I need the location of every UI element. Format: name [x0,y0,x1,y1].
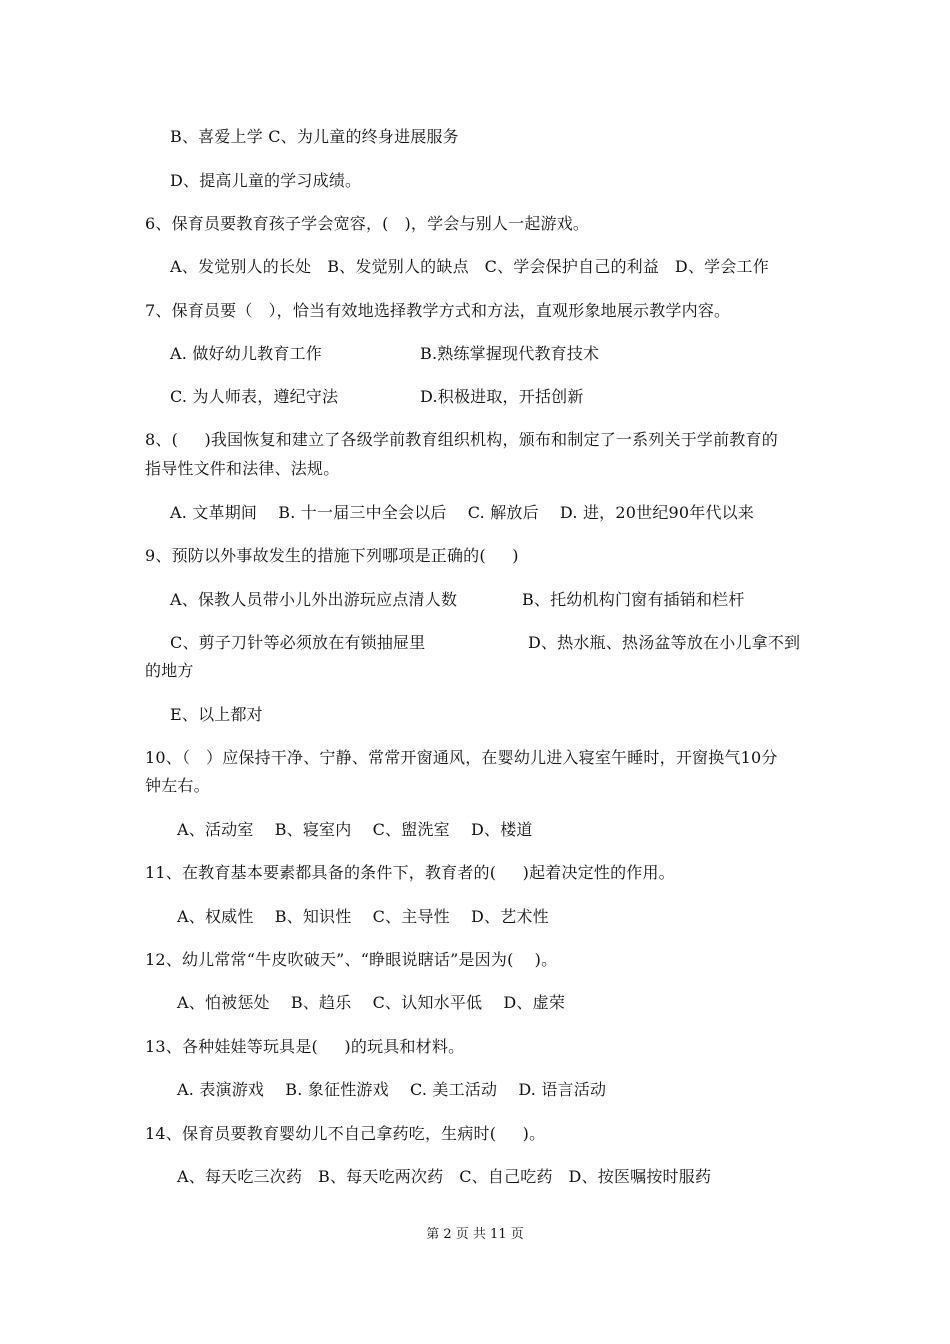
option-7b: B.熟练掌握现代教育技术 [420,344,600,363]
question-7: 7、保育员要（ ），恰当有效地选择教学方式和方法，直观形象地展示教学内容。 [145,301,731,320]
options-12: A、怕被惩处 B、趋乐 C、认知水平低 D、虚荣 [177,993,566,1012]
question-12: 12、幼儿常常“牛皮吹破天”、“睁眼说瞎话”是因为( )。 [145,950,558,969]
option-line: D、提高儿童的学习成绩。 [170,171,362,190]
option-9e: E、以上都对 [170,705,263,724]
options-8: A. 文革期间 B. 十一届三中全会以后 C. 解放后 D. 进，20世纪90年代以来 [170,503,755,522]
option-line: B、喜爱上学 C、为儿童的终身进展服务 [170,127,459,146]
option-9c: C、剪子刀针等必须放在有锁抽屉里 [170,633,426,652]
options-10: A、活动室 B、寝室内 C、盥洗室 D、楼道 [177,820,533,839]
page-footer: 第 2 页 共 11 页 [426,1227,524,1242]
options-14: A、每天吃三次药 B、每天吃两次药 C、自己吃药 D、按医嘱按时服药 [177,1167,712,1186]
option-7a: A. 做好幼儿教育工作 [170,344,322,363]
option-9b: B、托幼机构门窗有插销和栏杆 [522,590,745,609]
option-9d-cont: 的地方 [145,661,194,680]
question-10-cont: 钟左右。 [145,776,210,795]
options-13: A. 表演游戏 B. 象征性游戏 C. 美工活动 D. 语言活动 [177,1080,607,1099]
options-11: A、权威性 B、知识性 C、主导性 D、艺术性 [177,907,549,926]
option-9a: A、保教人员带小儿外出游玩应点清人数 [170,590,458,609]
question-6: 6、保育员要教育孩子学会宽容，( )，学会与别人一起游戏。 [145,214,590,233]
question-10: 10、（ ）应保持干净、宁静、常常开窗通风，在婴幼儿进入寝室午睡时，开窗换气10分 [145,748,778,767]
question-13: 13、各种娃娃等玩具是( )的玩具和材料。 [145,1037,465,1056]
option-9d: D、热水瓶、热汤盆等放在小儿拿不到 [528,633,801,652]
question-14: 14、保育员要教育婴幼儿不自己拿药吃，生病时( )。 [145,1124,546,1143]
question-9: 9、预防以外事故发生的措施下列哪项是正确的( ) [145,546,519,565]
question-8: 8、( )我国恢复和建立了各级学前教育组织机构，颁布和制定了一系列关于学前教育的 [145,430,778,449]
question-11: 11、在教育基本要素都具备的条件下，教育者的( )起着决定性的作用。 [145,863,675,882]
question-8-cont: 指导性文件和法律、法规。 [145,459,340,478]
options-6: A、发觉别人的长处 B、发觉别人的缺点 C、学会保护自己的利益 D、学会工作 [170,257,769,276]
option-7c: C. 为人师表，遵纪守法 [170,387,339,406]
option-7d: D.积极进取，开括创新 [420,387,584,406]
